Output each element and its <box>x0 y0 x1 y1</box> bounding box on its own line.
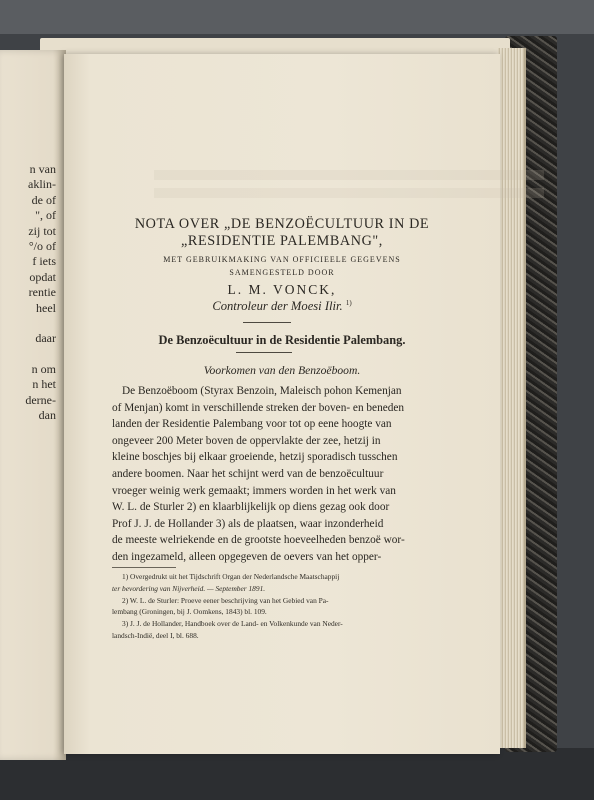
body-line: kleine boschjes bij elkaar groeiende, hetzij sporadisch tusschen <box>112 451 398 464</box>
left-page-text <box>25 162 56 424</box>
page-stack-edge <box>498 48 526 748</box>
footnote-line: ter bevordering van Nijverheid. — September 1891. <box>112 583 266 593</box>
left-line: aklin- <box>28 177 56 192</box>
left-line: opdat <box>29 269 56 284</box>
left-page <box>0 50 66 760</box>
left-line: dan <box>38 408 56 423</box>
rule-top <box>243 322 291 323</box>
body-line: landen der Residentie Palembang voor tot op eene hoogte van <box>112 418 392 431</box>
left-line-gap <box>25 316 56 331</box>
body-line: de meeste welriekende en de grootste hoeveelheden benzoë wor- <box>112 534 405 547</box>
left-line-gap <box>25 347 56 362</box>
background-board-bottom <box>0 748 594 800</box>
footnote-line: lembang (Groningen, bij J. Oomkens, 1843) bl. 109. <box>112 607 267 617</box>
author-title: Controleur der Moesi Ilir. <box>212 299 343 314</box>
body-paragraph <box>112 383 478 566</box>
body-line: ongeveer 200 Meter boven de oppervlakte der zee, hetzij in <box>112 434 381 447</box>
body-line: of Menjan) komt in verschillende streken der boven- en beneden <box>112 401 405 414</box>
left-line: derne- <box>25 392 56 407</box>
footnote-rule <box>112 567 176 568</box>
background-board <box>0 0 594 34</box>
footnote-line: landsch-Indië, deel I, bl. 688. <box>112 630 199 640</box>
left-line: n het <box>32 377 56 392</box>
rule-middle <box>236 352 292 353</box>
left-line: de of <box>31 192 56 207</box>
left-line: zij tot <box>28 223 56 238</box>
body-line: andere boomen. Naar het schijnt werd van de benzoëcultuur <box>112 467 384 480</box>
left-line: heel <box>36 300 56 315</box>
body-line: den ingezameld, alleen opgegeven de oevers van het opper- <box>112 550 382 563</box>
page-top-edge <box>40 38 510 54</box>
footnote-line: 3) J. J. de Hollander, Handboek over de Land- en Volkenkunde van Neder- <box>122 619 343 629</box>
bleed-through <box>154 188 544 198</box>
body-line: vroeger weinig werk gemaakt; immers worden in het werk van <box>112 484 396 497</box>
left-line: n van <box>29 162 56 176</box>
bleed-through <box>154 170 544 180</box>
section-heading: De Benzoëcultuur in de Residentie Palembang. <box>158 333 406 347</box>
body-line: De Benzoëboom (Styrax Benzoin, Maleisch pohon Kemenjan <box>122 385 402 397</box>
footnote-line: 2) W. L. de Sturler: Proeve eener beschrijving van het Gebied van Pa- <box>122 595 329 605</box>
left-line: f iets <box>32 254 56 269</box>
body-line: W. L. de Sturler 2) en klaarblijkelijk op diens gezag ook door <box>112 501 390 514</box>
subtitle-line-1: MET GEBRUIKMAKING VAN OFFICIEELE GEGEVENS <box>163 255 401 264</box>
subtitle-line-2: SAMENGESTELD DOOR <box>229 268 335 277</box>
left-line: °/o of <box>28 238 56 253</box>
body-line: Prof J. J. de Hollander 3) als de plaatsen, waar inzonderheid <box>112 517 384 530</box>
article-title-line-1: NOTA OVER „DE BENZOËCULTUUR IN DE <box>134 216 430 232</box>
left-line: daar <box>35 331 56 346</box>
author-affiliation <box>64 299 500 314</box>
footnote-line: 1) Overgedrukt uit het Tijdschrift Organ der Nederlandsche Maatschappij <box>122 572 340 581</box>
left-line: rentie <box>28 285 56 300</box>
subsection-heading: Voorkomen van den Benzoëboom. <box>203 364 361 377</box>
author-name: L. M. VONCK, <box>227 282 337 297</box>
footnote-mark: 1) <box>345 299 352 307</box>
left-line: n om <box>31 362 56 377</box>
left-line: ", of <box>35 208 56 223</box>
article-title-line-2: „RESIDENTIE PALEMBANG", <box>181 233 383 249</box>
footnotes <box>112 571 478 642</box>
